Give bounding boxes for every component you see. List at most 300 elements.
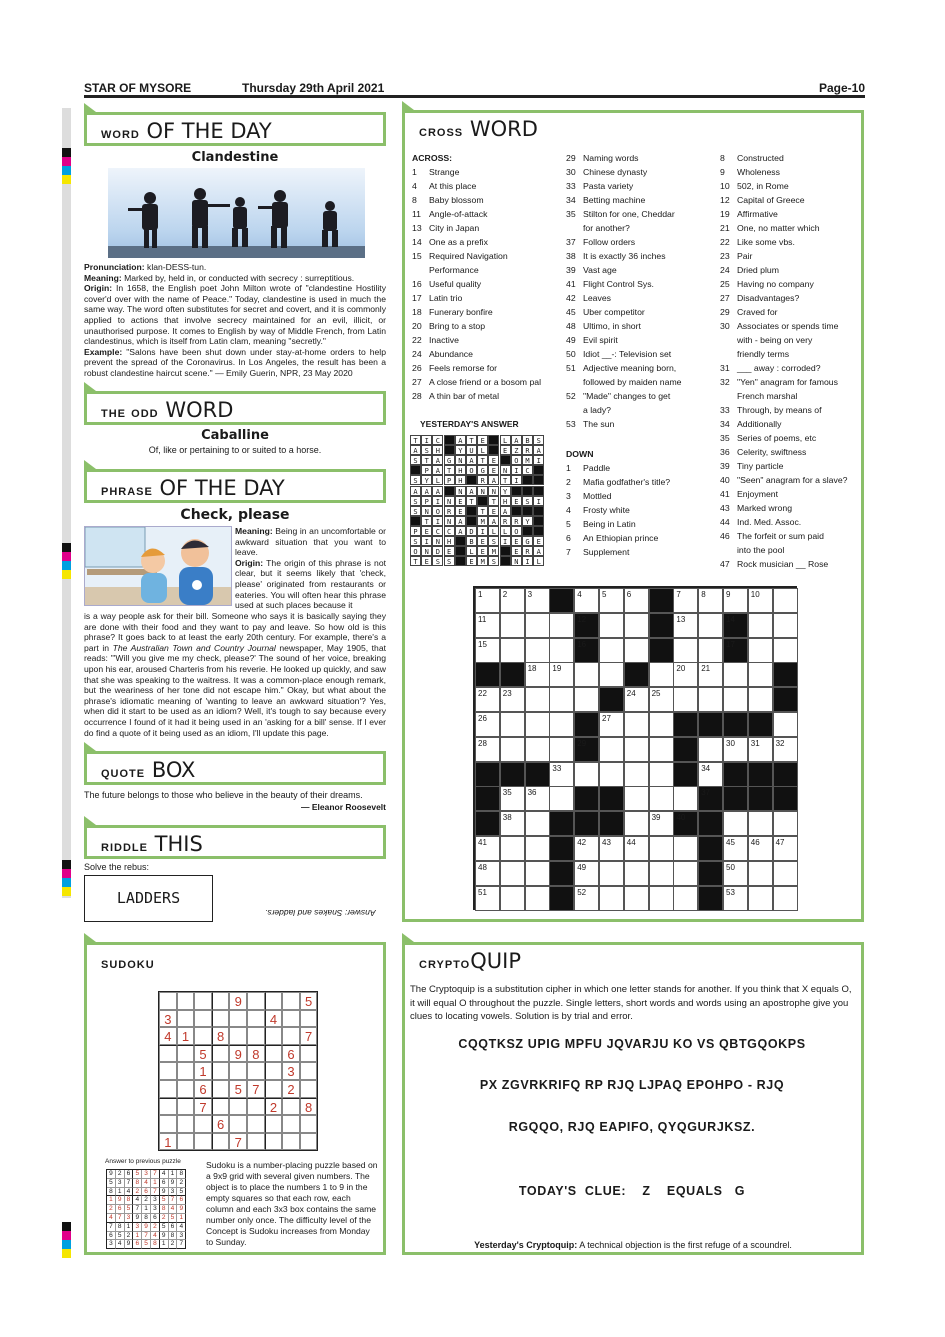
sudoku-cell[interactable]: [265, 992, 283, 1010]
crossword-cell[interactable]: [649, 687, 674, 712]
answer-cell: O: [432, 506, 443, 516]
crossword-cell[interactable]: [773, 613, 798, 638]
sudoku-cell[interactable]: 5: [229, 1080, 247, 1098]
sudoku-cell[interactable]: [282, 992, 300, 1010]
crossword-cell[interactable]: [698, 638, 723, 663]
crossword-cell[interactable]: [574, 588, 599, 613]
clue-item: [566, 347, 716, 361]
sudoku-cell[interactable]: [300, 1010, 318, 1028]
crossword-cell[interactable]: [698, 737, 723, 762]
sudoku-cell[interactable]: [229, 1027, 247, 1045]
sudoku-cell[interactable]: 6: [212, 1115, 230, 1133]
crossword-cell[interactable]: [773, 712, 798, 737]
clue-number: 35: [566, 209, 576, 219]
clue-item: [566, 151, 716, 165]
clue-item: [566, 249, 716, 263]
crossword-cell[interactable]: [525, 886, 550, 911]
sudoku-answer-cell: 9: [160, 1188, 169, 1197]
clue-item: [720, 529, 860, 543]
crossword-cell[interactable]: [549, 737, 574, 762]
answer-cell: [533, 465, 544, 475]
clue-text: Tiny particle: [737, 461, 784, 471]
sudoku-cell[interactable]: 9: [229, 1045, 247, 1063]
header-small: quote: [101, 764, 146, 781]
crossword-cell[interactable]: [748, 638, 773, 663]
sudoku-cell[interactable]: [300, 1080, 318, 1098]
sudoku-cell[interactable]: [265, 1027, 283, 1045]
crossword-cell[interactable]: [698, 687, 723, 712]
crossword-cell[interactable]: [773, 886, 798, 911]
crossword-cell[interactable]: [698, 662, 723, 687]
sudoku-cell[interactable]: 3: [159, 1010, 177, 1028]
sudoku-cell[interactable]: [229, 1115, 247, 1133]
answer-cell: T: [410, 435, 421, 445]
sudoku-cell[interactable]: [159, 1062, 177, 1080]
black-square: [649, 613, 674, 638]
crossword-cell[interactable]: [549, 687, 574, 712]
answer-cell: H: [444, 536, 455, 546]
crossword-cell[interactable]: [624, 613, 649, 638]
crossword-cell[interactable]: [624, 836, 649, 861]
sudoku-cell[interactable]: 1: [194, 1062, 212, 1080]
sudoku-cell[interactable]: [159, 1098, 177, 1116]
crossword-cell[interactable]: [673, 687, 698, 712]
crossword-cell[interactable]: [723, 737, 748, 762]
sudoku-cell[interactable]: [229, 1010, 247, 1028]
crossword-cell[interactable]: [599, 712, 624, 737]
crossword-cell[interactable]: [624, 712, 649, 737]
crossword-cell[interactable]: [698, 613, 723, 638]
sudoku-cell[interactable]: [212, 1080, 230, 1098]
sudoku-cell[interactable]: [229, 1098, 247, 1116]
sudoku-answer-cell: 9: [125, 1240, 134, 1249]
crossword-cell[interactable]: [525, 811, 550, 836]
clue-text: An Ethiopian prince: [583, 533, 659, 543]
crossword-cell[interactable]: [773, 861, 798, 886]
crossword-cell[interactable]: [599, 861, 624, 886]
down-clues-col3: [720, 151, 860, 571]
crossword-cell[interactable]: [624, 588, 649, 613]
sudoku-cell[interactable]: [300, 1062, 318, 1080]
crossword-cell[interactable]: [698, 588, 723, 613]
sudoku-cell[interactable]: [247, 1010, 265, 1028]
sudoku-cell[interactable]: [300, 1115, 318, 1133]
crossword-cell[interactable]: [500, 613, 525, 638]
sudoku-cell[interactable]: [159, 1045, 177, 1063]
crossword-cell[interactable]: [525, 662, 550, 687]
crossword-cell[interactable]: [748, 737, 773, 762]
sudoku-cell[interactable]: 4: [265, 1010, 283, 1028]
clue-text: Idiot __-: Television set: [583, 349, 672, 359]
sudoku-cell[interactable]: [212, 992, 230, 1010]
crossword-cell[interactable]: [673, 638, 698, 663]
sudoku-cell[interactable]: [247, 992, 265, 1010]
crossword-cell[interactable]: [599, 588, 624, 613]
clue-item: [720, 249, 860, 263]
crossword-cell[interactable]: [773, 737, 798, 762]
crossword-cell[interactable]: [599, 638, 624, 663]
crossword-cell[interactable]: [500, 836, 525, 861]
crossword-cell[interactable]: [748, 662, 773, 687]
sudoku-cell[interactable]: [282, 1115, 300, 1133]
cell-number: 12: [577, 614, 587, 624]
sudoku-cell[interactable]: [212, 1062, 230, 1080]
meaning-label: Meaning:: [84, 272, 122, 283]
clue-text: Disadvantages?: [737, 293, 800, 303]
crossword-cell[interactable]: [475, 712, 500, 737]
answer-cell: T: [477, 506, 488, 516]
crossword-cell[interactable]: [599, 836, 624, 861]
sudoku-cell[interactable]: 7: [247, 1080, 265, 1098]
sudoku-cell[interactable]: [212, 1133, 230, 1151]
clue-number: 7: [566, 547, 571, 557]
sudoku-answer-cell: 2: [169, 1240, 178, 1249]
clue-text: Enjoyment: [737, 489, 779, 499]
sudoku-cell[interactable]: 6: [282, 1045, 300, 1063]
clue-item: [566, 165, 716, 179]
crossword-cell[interactable]: [549, 762, 574, 787]
answer-cell: [455, 556, 466, 566]
cell-number: 30: [726, 738, 735, 748]
sudoku-cell[interactable]: [300, 1045, 318, 1063]
crossword-cell[interactable]: [723, 811, 748, 836]
crossword-cell[interactable]: [500, 588, 525, 613]
sudoku-cell[interactable]: [194, 1010, 212, 1028]
sudoku-cell[interactable]: 8: [300, 1098, 318, 1116]
sudoku-cell[interactable]: [177, 1045, 195, 1063]
crossword-cell[interactable]: [673, 588, 698, 613]
answer-cell: H: [432, 445, 443, 455]
crossword-cell[interactable]: [475, 737, 500, 762]
crossword-cell[interactable]: [500, 786, 525, 811]
crossword-cell[interactable]: [500, 737, 525, 762]
clue-text: Evil spirit: [583, 335, 618, 345]
sudoku-answer-cell: 3: [177, 1232, 186, 1241]
issue-date: Thursday 29th April 2021: [242, 81, 385, 95]
crossword-cell[interactable]: [649, 811, 674, 836]
crossword-cell[interactable]: [574, 861, 599, 886]
answer-cell: A: [533, 445, 544, 455]
crossword-cell[interactable]: [649, 737, 674, 762]
sudoku-cell[interactable]: 6: [194, 1080, 212, 1098]
sudoku-cell[interactable]: 4: [159, 1027, 177, 1045]
yesterday-cryptoquip-label: Yesterday's Cryptoquip:: [474, 1240, 578, 1250]
crossword-cell[interactable]: [525, 588, 550, 613]
crossword-cell[interactable]: [599, 762, 624, 787]
sudoku-answer-cell: 7: [107, 1223, 116, 1232]
crossword-cell[interactable]: [599, 613, 624, 638]
crossword-cell[interactable]: [599, 886, 624, 911]
crossword-cell[interactable]: [723, 836, 748, 861]
sudoku-cell[interactable]: [282, 1027, 300, 1045]
sudoku-cell[interactable]: 1: [177, 1027, 195, 1045]
crossword-cell[interactable]: [574, 662, 599, 687]
sudoku-cell[interactable]: [247, 1027, 265, 1045]
clue-number: 29: [720, 307, 730, 317]
sudoku-cell[interactable]: [194, 992, 212, 1010]
clue-number: 39: [566, 265, 576, 275]
sudoku-cell[interactable]: [265, 1062, 283, 1080]
crossword-cell[interactable]: [624, 737, 649, 762]
answer-cell: A: [466, 455, 477, 465]
clue-text: Stilton for one, Cheddar: [583, 209, 675, 219]
sudoku-cell[interactable]: 8: [212, 1027, 230, 1045]
crossword-cell[interactable]: [525, 613, 550, 638]
sudoku-cell[interactable]: [177, 1098, 195, 1116]
crossword-cell[interactable]: [500, 687, 525, 712]
sudoku-cell[interactable]: [177, 1080, 195, 1098]
crossword-cell[interactable]: [649, 712, 674, 737]
sudoku-answer-cell: 2: [151, 1223, 160, 1232]
clue-item: [720, 305, 860, 319]
crossword-cell[interactable]: [525, 712, 550, 737]
answer-cell: I: [511, 465, 522, 475]
crossword-cell[interactable]: [649, 836, 674, 861]
crossword-cell[interactable]: [624, 811, 649, 836]
crossword-cell[interactable]: [500, 811, 525, 836]
sudoku-cell[interactable]: [265, 1133, 283, 1151]
crossword-cell[interactable]: [748, 588, 773, 613]
sudoku-answer-cell: 6: [177, 1196, 186, 1205]
crossword-grid[interactable]: [473, 586, 797, 910]
clue-number: 49: [566, 335, 576, 345]
sudoku-cell[interactable]: 2: [282, 1080, 300, 1098]
crossword-cell[interactable]: [723, 687, 748, 712]
answer-cell: I: [432, 516, 443, 526]
crossword-cell[interactable]: [673, 886, 698, 911]
sudoku-cell[interactable]: [177, 1010, 195, 1028]
crossword-cell[interactable]: [475, 638, 500, 663]
clue-text: Craved for: [737, 307, 778, 317]
clue-item: [720, 347, 860, 361]
origin-text-cont: is a way people ask for their bill. Someone who says it is basically saying they are done with their food and they want to pay and leave. So how old is this phrase? It goes back to at least the early 20th century. For example, there's a part in: [84, 611, 386, 653]
crossword-cell[interactable]: [475, 886, 500, 911]
crossword-cell[interactable]: [723, 662, 748, 687]
crossword-cell[interactable]: [500, 638, 525, 663]
crossword-cell[interactable]: [773, 836, 798, 861]
clue-text: for another?: [583, 223, 630, 233]
crossword-cell[interactable]: [549, 613, 574, 638]
crossword-cell[interactable]: [624, 762, 649, 787]
clue-number: 23: [720, 251, 730, 261]
answer-cell: [455, 546, 466, 556]
crossword-header: [402, 110, 864, 144]
sudoku-answer-cell: 5: [169, 1214, 178, 1223]
crossword-cell[interactable]: [624, 687, 649, 712]
clue-number: 41: [566, 279, 576, 289]
crossword-cell[interactable]: [649, 861, 674, 886]
crossword-cell[interactable]: [624, 638, 649, 663]
crossword-cell[interactable]: [525, 786, 550, 811]
sudoku-cell[interactable]: 1: [159, 1133, 177, 1151]
answer-cell: [466, 516, 477, 526]
page-number: Page-10: [818, 81, 865, 95]
crossword-cell[interactable]: [500, 712, 525, 737]
answer-cell: C: [432, 435, 443, 445]
crossword-cell[interactable]: [574, 762, 599, 787]
crossword-cell[interactable]: [649, 886, 674, 911]
sudoku-cell[interactable]: [212, 1098, 230, 1116]
crossword-cell[interactable]: [673, 861, 698, 886]
crossword-cell[interactable]: [748, 886, 773, 911]
answer-cell: A: [421, 486, 432, 496]
sudoku-answer-cell: 9: [107, 1170, 116, 1179]
sudoku-cell[interactable]: [194, 1133, 212, 1151]
answer-cell: N: [444, 496, 455, 506]
crossword-cell[interactable]: [599, 737, 624, 762]
sudoku-cell[interactable]: [194, 1027, 212, 1045]
sudoku-cell[interactable]: [177, 1133, 195, 1151]
sudoku-cell[interactable]: 2: [265, 1098, 283, 1116]
crossword-cell[interactable]: [525, 861, 550, 886]
sudoku-cell[interactable]: [212, 1045, 230, 1063]
crossword-cell[interactable]: [599, 662, 624, 687]
sudoku-cell[interactable]: [194, 1115, 212, 1133]
sudoku-cell[interactable]: 7: [229, 1133, 247, 1151]
crossword-cell[interactable]: [773, 811, 798, 836]
crossword-cell[interactable]: [574, 687, 599, 712]
crossword-cell[interactable]: [500, 861, 525, 886]
sudoku-cell[interactable]: [265, 1080, 283, 1098]
sudoku-cell[interactable]: [247, 1098, 265, 1116]
crossword-cell[interactable]: [649, 762, 674, 787]
crossword-cell[interactable]: [624, 786, 649, 811]
cell-number: 44: [626, 838, 636, 847]
header-small: word: [101, 125, 140, 142]
crossword-cell[interactable]: [549, 712, 574, 737]
yesterday-cryptoquip-text: A technical objection is the first refuge of a scoundrel.: [577, 1240, 792, 1250]
sudoku-cell[interactable]: [265, 1045, 283, 1063]
crossword-cell[interactable]: [525, 638, 550, 663]
clue-number: 48: [566, 321, 576, 331]
crossword-cell[interactable]: [475, 613, 500, 638]
crossword-cell[interactable]: [475, 687, 500, 712]
crossword-cell[interactable]: [549, 638, 574, 663]
sudoku-cell[interactable]: [159, 1080, 177, 1098]
sudoku-answer-cell: 9: [142, 1223, 151, 1232]
crossword-cell[interactable]: [475, 588, 500, 613]
clue-number: 45: [566, 307, 576, 317]
clue-text: Wholeness: [737, 167, 780, 177]
clue-item: [720, 179, 860, 193]
clue-item: [566, 277, 716, 291]
cell-number: 5: [602, 590, 607, 599]
sudoku-cell[interactable]: 7: [194, 1098, 212, 1116]
sudoku-cell[interactable]: 5: [194, 1045, 212, 1063]
crossword-cell[interactable]: [748, 861, 773, 886]
crossword-cell[interactable]: [673, 662, 698, 687]
crossword-cell[interactable]: [673, 613, 698, 638]
crossword-cell[interactable]: [525, 737, 550, 762]
black-square: [698, 811, 723, 836]
sudoku-cell[interactable]: 8: [247, 1045, 265, 1063]
crossword-cell[interactable]: [748, 836, 773, 861]
sudoku-cell[interactable]: [159, 1115, 177, 1133]
crossword-cell[interactable]: [549, 662, 574, 687]
sudoku-cell[interactable]: [177, 1115, 195, 1133]
sudoku-cell[interactable]: [282, 1133, 300, 1151]
cell-number: 39: [651, 813, 661, 823]
crossword-cell[interactable]: [475, 861, 500, 886]
clue-number: 44: [720, 517, 730, 527]
crossword-cell[interactable]: [698, 762, 723, 787]
crossword-cell[interactable]: [624, 861, 649, 886]
cell-number: 26: [478, 714, 487, 723]
sudoku-cell[interactable]: [247, 1133, 265, 1151]
clue-item: [412, 207, 562, 221]
crossword-cell[interactable]: [773, 638, 798, 663]
black-square: [698, 836, 723, 861]
black-square: [525, 762, 550, 787]
clue-item: [720, 459, 860, 473]
crossword-cell[interactable]: [525, 836, 550, 861]
clue-item: [412, 361, 562, 375]
sudoku-cell[interactable]: [282, 1010, 300, 1028]
crossword-cell[interactable]: [649, 786, 674, 811]
crossword-cell[interactable]: [624, 886, 649, 911]
crossword-cell[interactable]: [748, 687, 773, 712]
clue-number: 30: [566, 167, 576, 177]
sudoku-cell[interactable]: [300, 1133, 318, 1151]
crossword-cell[interactable]: [574, 886, 599, 911]
crossword-cell[interactable]: [748, 811, 773, 836]
crossword-cell[interactable]: [748, 613, 773, 638]
answer-cell: G: [444, 455, 455, 465]
crossword-cell[interactable]: [673, 786, 698, 811]
crossword-cell[interactable]: [525, 687, 550, 712]
masthead: [84, 78, 865, 98]
answer-cell: [410, 516, 421, 526]
crossword-cell[interactable]: [649, 662, 674, 687]
sudoku-cell[interactable]: 7: [300, 1027, 318, 1045]
sudoku-answer-cell: 4: [142, 1179, 151, 1188]
crossword-cell[interactable]: [723, 861, 748, 886]
answer-cell: [522, 526, 533, 536]
crossword-cell[interactable]: [723, 886, 748, 911]
sudoku-cell[interactable]: [265, 1115, 283, 1133]
sudoku-cell[interactable]: 5: [300, 992, 318, 1010]
sudoku-cell[interactable]: [282, 1098, 300, 1116]
crossword-cell[interactable]: [549, 786, 574, 811]
sudoku-cell[interactable]: 9: [229, 992, 247, 1010]
crossword-cell[interactable]: [773, 588, 798, 613]
clue-item: [566, 531, 716, 545]
answer-cell: T: [466, 496, 477, 506]
sudoku-cell[interactable]: [177, 1062, 195, 1080]
odd-word-term: Caballine: [201, 428, 269, 443]
quote-header: [84, 751, 386, 785]
crossword-cell[interactable]: [574, 836, 599, 861]
sudoku-cell[interactable]: 3: [282, 1062, 300, 1080]
sudoku-cell[interactable]: [229, 1062, 247, 1080]
answer-cell: N: [455, 455, 466, 465]
sudoku-answer-cell: 2: [177, 1179, 186, 1188]
phrase-cartoon: [84, 526, 232, 606]
sudoku-cell[interactable]: [247, 1062, 265, 1080]
sudoku-cell[interactable]: [159, 992, 177, 1010]
sudoku-answer-cell: 1: [177, 1214, 186, 1223]
header-small: the odd: [101, 404, 159, 421]
sudoku-answer-cell: 5: [107, 1179, 116, 1188]
sudoku-cell[interactable]: [177, 992, 195, 1010]
crossword-cell[interactable]: [723, 588, 748, 613]
sudoku-grid[interactable]: [158, 991, 318, 1151]
sudoku-cell[interactable]: [247, 1115, 265, 1133]
crossword-cell[interactable]: [475, 836, 500, 861]
sudoku-cell[interactable]: [212, 1010, 230, 1028]
crossword-cell[interactable]: [500, 886, 525, 911]
crossword-cell[interactable]: [673, 836, 698, 861]
